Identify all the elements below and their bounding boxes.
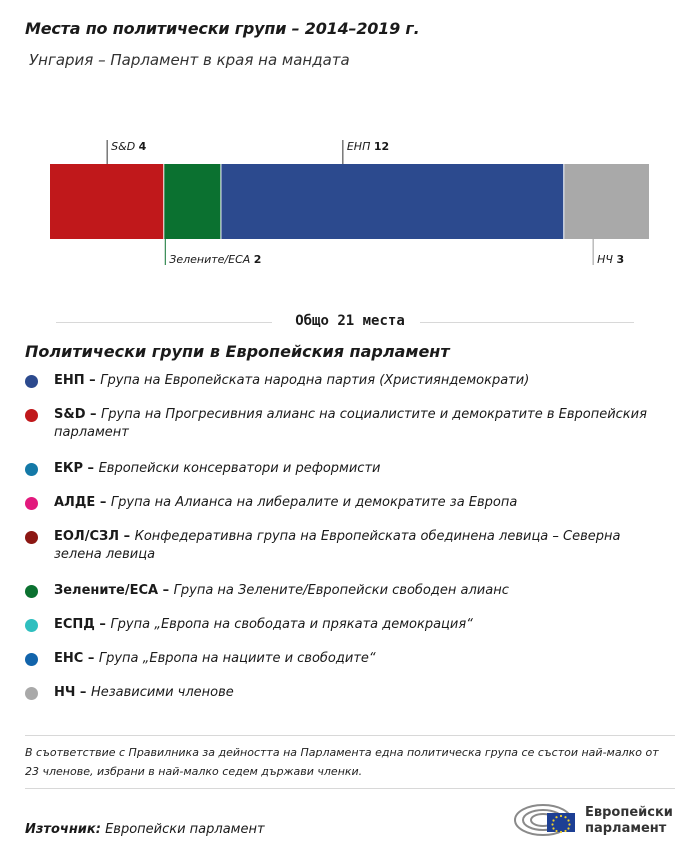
legend-abbr: ЕОЛ/СЗЛ – — [54, 529, 135, 544]
legend-desc: Група „Европа на нациите и свободите“ — [98, 651, 376, 666]
legend-item — [25, 528, 665, 564]
source-label: Източник: — [25, 822, 101, 837]
rules-note: В съответствие с Правилника за дейността на Парламента една политическа група се състои най-малко от 23 членове, избрани в най-малко седем държави членки. — [25, 746, 659, 778]
legend-color-dot — [25, 653, 38, 666]
legend-abbr: S&D – — [54, 407, 102, 422]
legend-item — [25, 650, 665, 668]
bar-segment-s-d — [50, 164, 163, 239]
legend-color-dot — [25, 585, 38, 598]
legend-desc: Конфедеративна група на Европейската обединена левица – Северна зелена левица — [54, 529, 621, 562]
data-label-зелените-еса: Зелените/ЕСА 2 — [169, 253, 262, 266]
legend-color-dot — [25, 531, 38, 544]
legend-item — [25, 684, 665, 702]
chart-subtitle: Унгария – Парламент в края на мандата — [29, 51, 350, 69]
legend-abbr: ЕНС – — [54, 651, 99, 666]
total-seats — [0, 313, 700, 329]
data-label-енп: ЕНП 12 — [346, 140, 390, 153]
bar-segment-нч — [564, 164, 649, 239]
legend-abbr: Зелените/ЕСА – — [54, 583, 174, 598]
legend-color-dot — [25, 375, 38, 388]
ep-logo — [513, 798, 693, 838]
legend-color-dot — [25, 497, 38, 510]
legend-abbr: ЕСПД – — [54, 617, 111, 632]
legend-desc: Независими членове — [90, 685, 234, 700]
legend-abbr: АЛДЕ – — [54, 495, 111, 510]
legend-desc: Група „Европа на свободата и пряката демокрация“ — [110, 617, 473, 632]
legend-color-dot — [25, 687, 38, 700]
legend-desc: Група на Прогресивния алианс на социалистите и демократите в Европейския парламент — [54, 407, 647, 440]
bar-segment-зелените-еса — [164, 164, 220, 239]
note-bottom-rule — [25, 788, 675, 789]
legend-abbr: НЧ – — [54, 685, 91, 700]
legend-item — [25, 582, 665, 600]
legend-desc: Група на Зелените/Европейски свободен алианс — [173, 583, 509, 598]
legend-desc: Европейски консерватори и реформисти — [98, 461, 381, 476]
legend-color-dot — [25, 619, 38, 632]
source — [25, 822, 265, 837]
legend-desc: Група на Европейската народна партия (Християндемократи) — [100, 373, 530, 388]
source-value: Европейски парламент — [105, 822, 265, 837]
total-seats-text: Общо 21 места — [287, 313, 413, 329]
legend-item — [25, 372, 665, 390]
chart-title: Места по политически групи – 2014–2019 г. — [25, 19, 420, 38]
legend-color-dot — [25, 463, 38, 476]
data-label-нч: НЧ 3 — [597, 253, 625, 266]
bar-segment-енп — [221, 164, 563, 239]
legend-title: Политически групи в Европейския парламент — [25, 342, 450, 361]
legend-item — [25, 460, 665, 478]
note-top-rule — [25, 735, 675, 736]
legend-item — [25, 616, 665, 634]
ep-logo-line2: парламент — [585, 821, 667, 836]
seat-bar-chart — [0, 130, 700, 280]
legend-abbr: ЕКР – — [54, 461, 99, 476]
legend-item — [25, 406, 665, 442]
legend-desc: Група на Алианса на либералите и демократите за Европа — [110, 495, 518, 510]
legend-color-dot — [25, 409, 38, 422]
data-label-s-d: S&D 4 — [111, 140, 147, 153]
legend-item — [25, 494, 665, 512]
ep-logo-line1: Европейски — [585, 805, 673, 820]
ep-logo-text — [585, 805, 673, 837]
parliament-building-icon — [513, 798, 577, 838]
legend-abbr: ЕНП – — [54, 373, 101, 388]
